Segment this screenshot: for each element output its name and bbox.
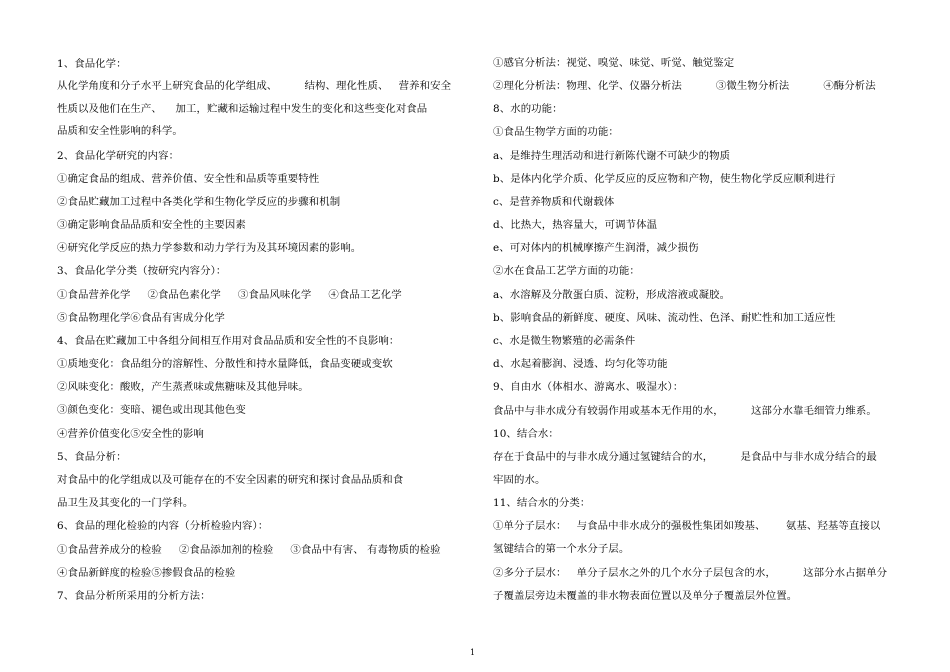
text-line: 1、食品化学： xyxy=(57,58,127,70)
text-line: 2、食品化学研究的内容： xyxy=(57,150,180,162)
text-line: ①食品营养成分的检验 ②食品添加剂的检验 ③食品中有害、 有毒物质的检验 xyxy=(57,544,441,556)
text-line: b、是体内化学介质、化学反应的反应物和产物，使生物化学反应顺利进行 xyxy=(493,173,836,185)
text-line: ④食品新鲜度的检验⑤掺假食品的检验 xyxy=(57,567,236,579)
text-line: ④研究化学反应的热力学参数和动力学行为及其环境因素的影响。 xyxy=(57,242,362,254)
text-line: 品质和安全性影响的科学。 xyxy=(57,125,183,137)
text-line: 11、结合水的分类： xyxy=(493,497,591,509)
text-line: ②风味变化：酸败，产生蒸煮味或焦糖味及其他异味。 xyxy=(57,381,309,393)
text-line: 食品中与非水成分有较弱作用或基本无作用的水， 这部分水靠毛细管力维系。 xyxy=(493,405,877,417)
text-line: d、水起着膨润、浸透、均匀化等功能 xyxy=(493,358,668,370)
text-line: ①食品生物学方面的功能： xyxy=(493,126,619,138)
text-line: ①单分子层水： 与食品中非水成分的强极性集团如羧基、 氨基、羟基等直接以 xyxy=(493,520,881,532)
text-line: 5、食品分析： xyxy=(57,451,127,463)
text-line: 4、食品在贮藏加工中各组分间相互作用对食品品质和安全性的不良影响： xyxy=(57,335,400,347)
text-line: ②多分子层水： 单分子层水之外的几个水分子层包含的水， 这部分水占据单分 xyxy=(493,567,888,579)
text-line: ①食品营养化学 ②食品色素化学 ③食品风味化学 ④食品工艺化学 xyxy=(57,289,402,301)
text-line: ④营养价值变化⑤安全性的影响 xyxy=(57,428,204,440)
text-line: 品卫生及其变化的一门学科。 xyxy=(57,497,194,509)
text-line: c、是营养物质和代谢载体 xyxy=(493,196,615,208)
text-line: ①确定食品的组成、营养价值、安全性和品质等重要特性 xyxy=(57,173,320,185)
text-line: 8、水的功能： xyxy=(493,103,563,115)
text-line: 牢固的水。 xyxy=(493,474,546,486)
text-line: ③颜色变化：变暗、褪色或出现其他色变 xyxy=(57,404,246,416)
text-line: 氢键结合的第一个水分子层。 xyxy=(493,543,630,555)
text-line: ①感官分析法：视觉、嗅觉、味觉、听觉、触觉鉴定 xyxy=(493,57,735,69)
text-line: 10、结合水： xyxy=(493,428,559,440)
text-line: c、水是微生物繁殖的必需条件 xyxy=(493,335,636,347)
text-line: 存在于食品中的与非水成分通过氢键结合的水， 是食品中与非水成分结合的最 xyxy=(493,451,877,463)
text-line: ①质地变化：食品组分的溶解性、分散性和持水量降低，食品变硬或变软 xyxy=(57,358,393,370)
text-line: 从化学角度和分子水平上研究食品的化学组成、 结构、理化性质、 营养和安全 xyxy=(57,80,452,92)
text-line: e、可对体内的机械摩擦产生润滑，减少损伤 xyxy=(493,242,699,254)
text-line: 3、食品化学分类（按研究内容分）： xyxy=(57,265,227,277)
text-line: 性质以及他们在生产、 加工，贮藏和运输过程中发生的变化和这些变化对食品 xyxy=(57,103,428,115)
text-line: ②食品贮藏加工过程中各类化学和生物化学反应的步骤和机制 xyxy=(57,196,341,208)
text-line: 对食品中的化学组成以及可能存在的不安全因素的研究和探讨食品品质和食 xyxy=(57,474,404,486)
text-line: ②理化分析法：物理、化学、仪器分析法 ③微生物分析法 ④酶分析法 xyxy=(493,80,876,92)
text-line: a、水溶解及分散蛋白质、淀粉，形成溶液或凝胶。 xyxy=(493,289,731,301)
text-line: ⑤食品物理化学⑥食品有害成分化学 xyxy=(57,312,225,324)
text-line: 子覆盖层旁边未覆盖的非水物表面位置以及单分子覆盖层外位置。 xyxy=(493,590,798,602)
text-line: ②水在食品工艺学方面的功能： xyxy=(493,265,640,277)
text-line: ③确定影响食品品质和安全性的主要因素 xyxy=(57,219,246,231)
text-line: b、影响食品的新鲜度、硬度、风味、流动性、色泽、耐贮性和加工适应性 xyxy=(493,312,836,324)
text-line: 6、食品的理化检验的内容（分析检验内容）： xyxy=(57,520,269,532)
text-line: a、是维持生理活动和进行新陈代谢不可缺少的物质 xyxy=(493,150,731,162)
text-line: 9、自由水（体相水、游离水、吸湿水）： xyxy=(493,381,684,393)
text-line: d、比热大，热容量大，可调节体温 xyxy=(493,219,658,231)
page-number: 1 xyxy=(470,648,476,657)
text-line: 7、食品分析所采用的分析方法： xyxy=(57,590,211,602)
